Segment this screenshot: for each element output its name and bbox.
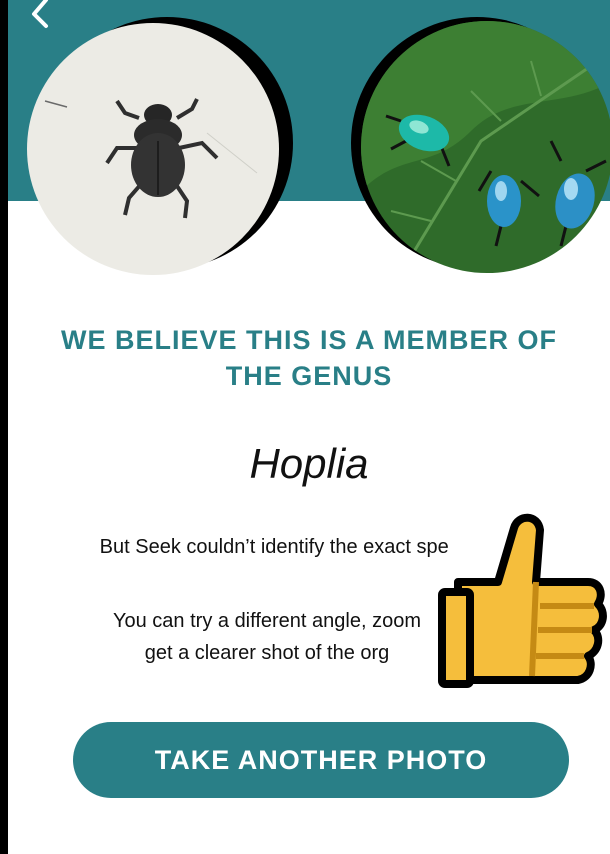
identification-result-screen: [8, 0, 610, 854]
user-photo: [27, 23, 279, 275]
species-photo: [361, 21, 610, 273]
chevron-left-icon: [22, 0, 58, 32]
explanation-text-b: get a clearer shot of the org: [144, 642, 390, 664]
back-button[interactable]: [22, 0, 58, 32]
take-another-photo-button[interactable]: TAKE ANOTHER PHOTO: [73, 722, 569, 798]
explanation-text-a: You can try a different angle, zoom: [113, 610, 421, 632]
explanation-text: But Seek couldn’t identify the exact spe: [99, 536, 449, 558]
genus-name: Hoplia: [249, 440, 369, 487]
thumbs-up-icon: [428, 508, 608, 698]
result-headline: WE BELIEVE THIS IS A MEMBER OF THE GENUS: [60, 325, 558, 391]
